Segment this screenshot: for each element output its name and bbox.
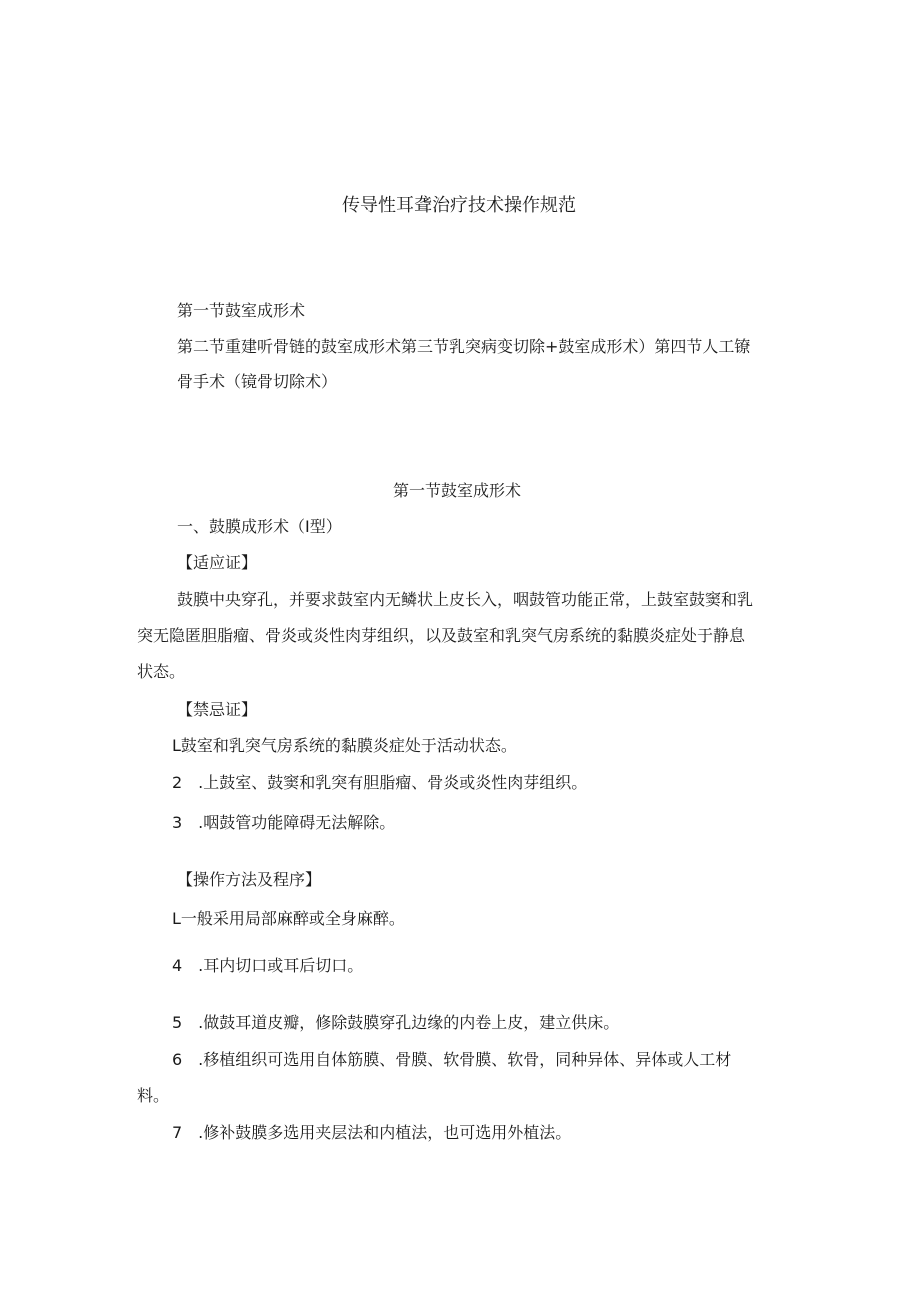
procedure-label: 【操作方法及程序】	[177, 870, 322, 889]
procedure-item-3: 5 .做鼓耳道皮瓣，修除鼓膜穿孔边缘的内卷上皮，建立供床。	[172, 1013, 620, 1032]
contraindication-item-2: 2 .上鼓室、鼓窦和乳突有胆脂瘤、骨炎或炎性肉芽组织。	[172, 773, 588, 792]
procedure-item-4-continued: 料。	[137, 1086, 170, 1105]
contraindication-item-3: 3 .咽鼓管功能障碍无法解除。	[172, 813, 396, 832]
procedure-item-4: 6 .移植组织可选用自体筋膜、骨膜、软骨膜、软骨，同种异体、异体或人工材	[172, 1050, 732, 1069]
procedure-item-1: L一般采用局部麻醉或全身麻醉。	[172, 909, 405, 928]
contraindication-item-1: L鼓室和乳突气房系统的黏膜炎症处于活动状态。	[172, 736, 517, 755]
indication-paragraph-line-3: 状态。	[137, 662, 186, 681]
indication-paragraph-line-2: 突无隐匿胆脂瘤、骨炎或炎性肉芽组织，以及鼓室和乳突气房系统的黏膜炎症处于静息	[137, 626, 746, 645]
procedure-item-5: 7 .修补鼓膜多选用夹层法和内植法，也可选用外植法。	[172, 1123, 572, 1142]
contraindication-label: 【禁忌证】	[177, 700, 258, 719]
toc-item-1: 第一节鼓室成形术	[177, 301, 306, 320]
subsection-heading: 一、鼓膜成形术（I型）	[177, 517, 342, 536]
toc-item-2-line-1: 第二节重建听骨链的鼓室成形术第三节乳突病变切除+鼓室成形术）第四节人工镣	[177, 337, 751, 356]
document-title: 传导性耳聋治疗技术操作规范	[342, 195, 576, 216]
procedure-item-2: 4 .耳内切口或耳后切口。	[172, 956, 364, 975]
indication-paragraph-line-1: 鼓膜中央穿孔，并要求鼓室内无鳞状上皮长入，咽鼓管功能正常，上鼓室鼓窦和乳	[177, 590, 754, 609]
toc-item-2-line-2: 骨手术（镜骨切除术）	[177, 372, 338, 391]
section-heading: 第一节鼓室成形术	[393, 481, 522, 500]
indication-label: 【适应证】	[177, 553, 258, 572]
